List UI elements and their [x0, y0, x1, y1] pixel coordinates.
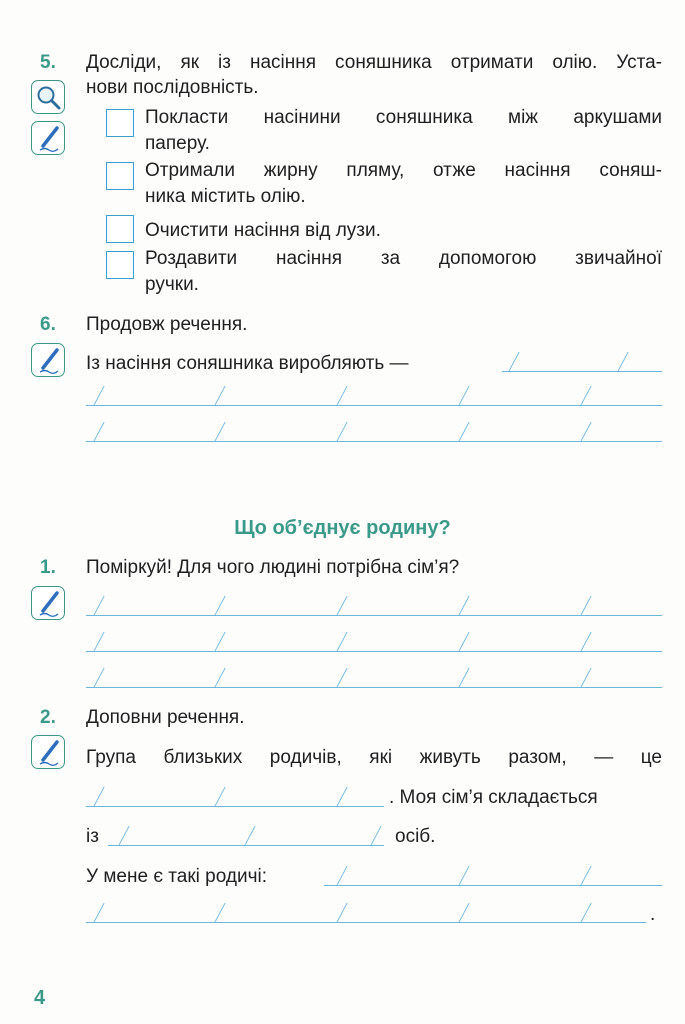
- order-checkbox-4[interactable]: [106, 251, 134, 279]
- task1-number: 1.: [40, 557, 56, 578]
- task1-question: Поміркуй! Для чого людині потрібна сім’я?: [86, 557, 460, 578]
- option4-line2: ручки.: [145, 274, 199, 295]
- order-checkbox-2[interactable]: [106, 162, 134, 190]
- task2-end-period: .: [650, 904, 656, 925]
- task2-line3-prefix: із: [86, 826, 99, 847]
- task2-line1: Група близьких родичів, які живуть разом, — це: [86, 747, 662, 768]
- task6-number: 6.: [40, 314, 56, 335]
- order-checkbox-1[interactable]: [106, 109, 134, 137]
- pen-writing-icon: [31, 735, 65, 769]
- task2-line2-suffix: . Моя сім’я складається: [389, 787, 598, 808]
- task2-line3-suffix: осіб.: [395, 826, 436, 847]
- task6-sentence: Із насіння соняшника виробляють —: [86, 353, 409, 374]
- pen-writing-icon: [31, 121, 65, 155]
- option4-line1: Роздавити насіння за допомогою звичайної: [145, 248, 662, 269]
- option1-line2: паперу.: [145, 133, 210, 154]
- task5-number: 5.: [40, 52, 56, 73]
- task5-text-line2: нови послідовність.: [86, 77, 259, 98]
- order-checkbox-3[interactable]: [106, 215, 134, 243]
- task6-instruction: Продовж речення.: [86, 314, 248, 335]
- option2-line2: ника містить олію.: [145, 186, 306, 207]
- pen-writing-icon: [31, 343, 65, 377]
- option3-line1: Очистити насіння від лузи.: [145, 220, 381, 241]
- page-number: 4: [34, 987, 46, 1009]
- option2-line1: Отримали жирну пляму, отже насіння соняш-: [145, 160, 662, 181]
- pen-writing-icon: [31, 586, 65, 620]
- task5-text-line1: Досліди, як із насіння соняшника отримати олію. Уста-: [86, 52, 662, 73]
- task2-instruction: Доповни речення.: [86, 707, 245, 728]
- option1-line1: Покласти насінини соняшника між аркушами: [145, 107, 662, 128]
- section-title: Що об’єднує родину?: [234, 517, 451, 539]
- task2-line4: У мене є такі родичі:: [86, 866, 267, 887]
- task2-number: 2.: [40, 707, 56, 728]
- magnifier-icon: [31, 80, 65, 114]
